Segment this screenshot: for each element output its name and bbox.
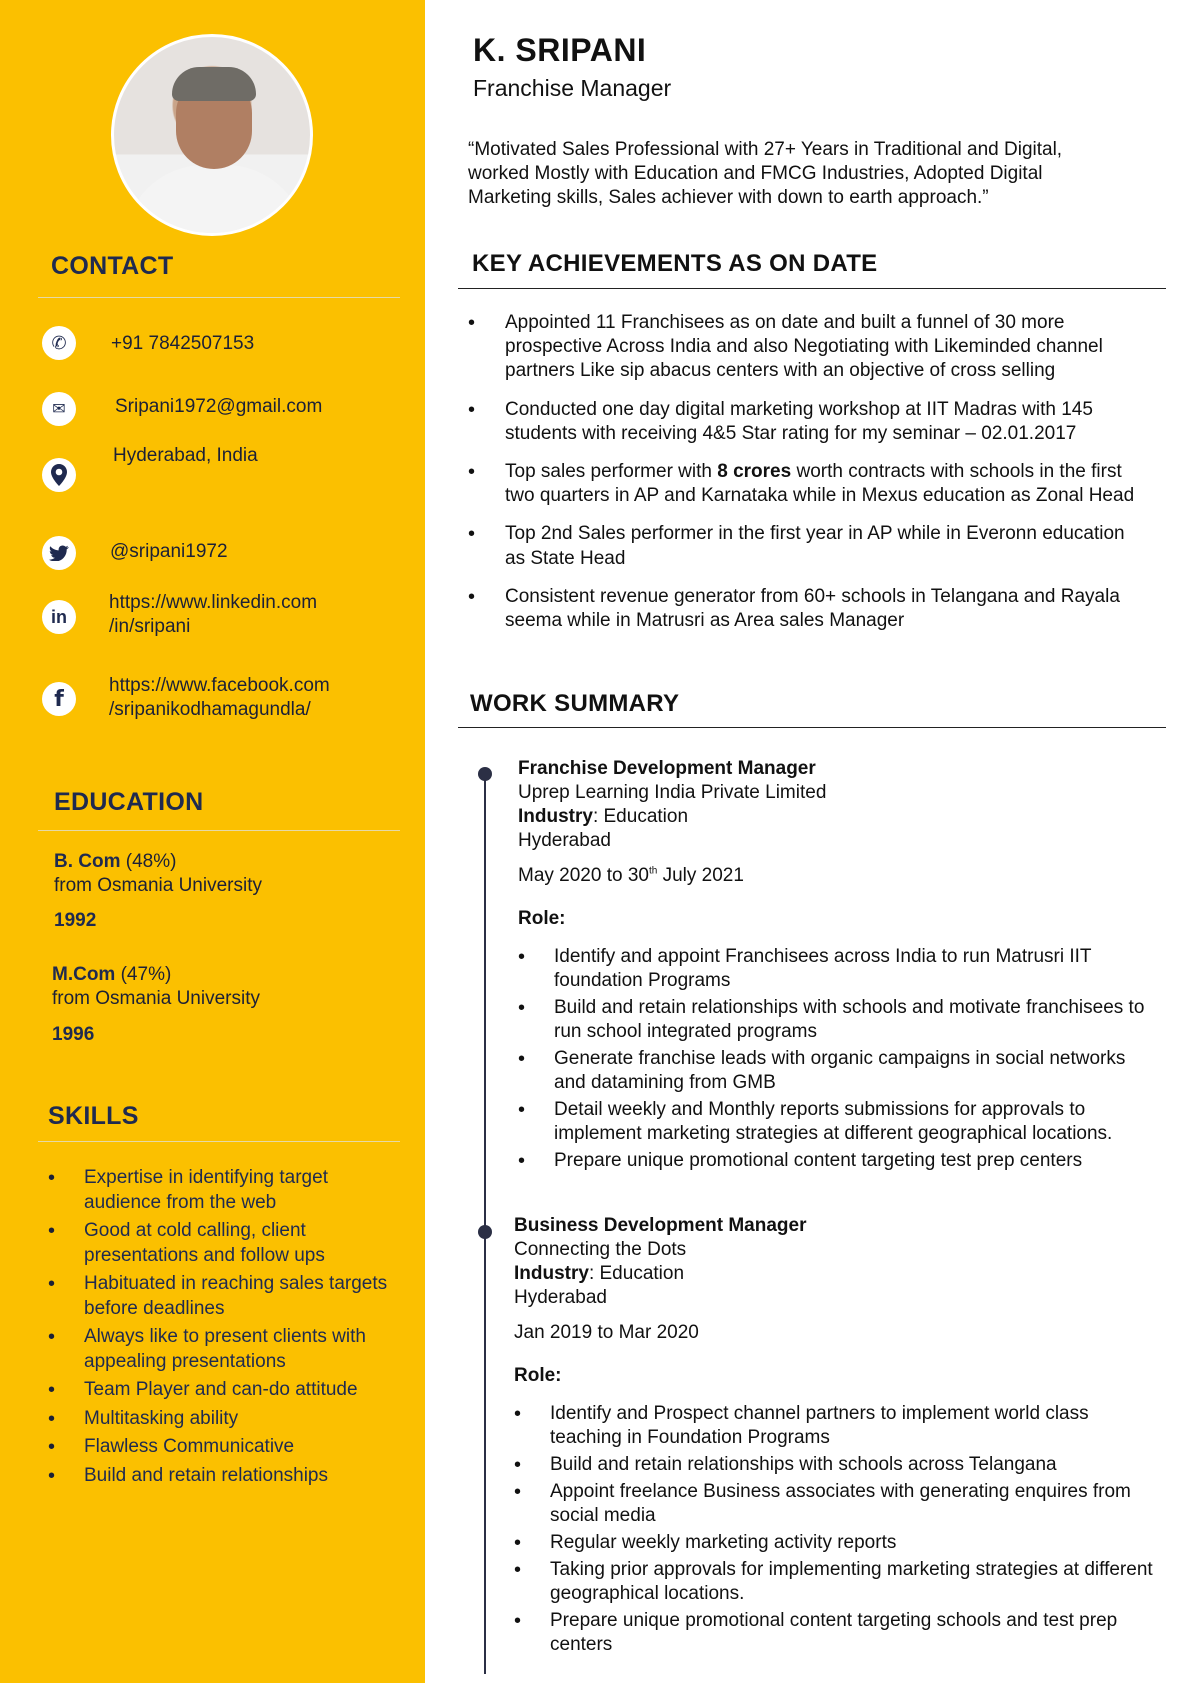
contact-twitter[interactable]: @sripani1972: [110, 541, 228, 562]
job-company: Connecting the Dots: [514, 1239, 687, 1260]
timeline-dot: [478, 767, 492, 781]
linkedin-icon: in: [42, 600, 76, 634]
education-year-2: 1996: [52, 1024, 95, 1045]
job-city: Hyderabad: [518, 830, 611, 851]
phone-icon: ✆: [42, 326, 76, 360]
job-entry-1: [518, 757, 1158, 1176]
job-duties: [514, 1402, 1154, 1657]
job-title: Franchise Development Manager: [518, 758, 816, 779]
twitter-icon: [42, 536, 76, 570]
duty-item: • Prepare unique promotional content targeting schools and test prep centers: [514, 1609, 1154, 1657]
job-dates: Jan 2019 to Mar 2020: [514, 1322, 699, 1343]
achievements-divider: [458, 288, 1166, 289]
achievement-item: • Appointed 11 Franchisees as on date and built a funnel of 30 more prospective Across India and also Negotiating with Likeminded channel partners Like sip abacus centers with an objective of cross selling: [468, 311, 1148, 384]
contact-phone[interactable]: +91 7842507153: [111, 333, 255, 354]
job-company: Uprep Learning India Private Limited: [518, 782, 827, 803]
skill-item: • Expertise in identifying target audience from the web: [48, 1166, 408, 1215]
skill-item: • Good at cold calling, client presentations and follow ups: [48, 1219, 408, 1268]
university: from Osmania University: [52, 988, 260, 1009]
work-summary-divider: [458, 727, 1166, 728]
university: from Osmania University: [54, 875, 262, 896]
job-duties: [518, 945, 1158, 1173]
education-divider: [38, 830, 400, 831]
degree: M.Com: [52, 964, 116, 985]
contact-linkedin[interactable]: [109, 591, 317, 639]
person-title: Franchise Manager: [473, 75, 672, 101]
degree: B. Com: [54, 851, 121, 872]
job-industry: Industry: Education: [514, 1263, 685, 1284]
job-role-label: Role:: [514, 1365, 562, 1386]
contact-facebook[interactable]: [109, 674, 330, 722]
duty-item: • Generate franchise leads with organic campaigns in social networks and datamining from GMB: [518, 1047, 1158, 1095]
contact-heading: CONTACT: [51, 252, 174, 280]
duty-item: • Build and retain relationships with schools across Telangana: [514, 1453, 1154, 1477]
skill-item: • Habituated in reaching sales targets before deadlines: [48, 1272, 408, 1321]
linkedin-url-line2: /in/sripani: [109, 616, 191, 637]
education-item-1: [54, 850, 262, 898]
profile-summary: “Motivated Sales Professional with 27+ Years in Traditional and Digital, worked Mostly with Education and FMCG Industries, Adopted Digital Marketing skills, Sales achiever with down to earth approach.”: [468, 139, 1063, 208]
facebook-url-line2: /sripanikodhamagundla/: [109, 699, 311, 720]
duty-item: • Taking prior approvals for implementing marketing strategies at different geographical locations.: [514, 1558, 1154, 1606]
skill-item: • Team Player and can-do attitude: [48, 1378, 408, 1403]
job-role-label: Role:: [518, 908, 566, 929]
duty-item: • Identify and Prospect channel partners to implement world class teaching in Foundation Programs: [514, 1402, 1154, 1450]
grade: (48%): [120, 851, 177, 872]
contact-location: Hyderabad, India: [113, 445, 258, 466]
profile-photo: [111, 34, 313, 236]
contact-email[interactable]: Sripani1972@gmail.com: [115, 396, 323, 417]
work-summary-heading: WORK SUMMARY: [470, 690, 680, 717]
achievements-list: [468, 311, 1148, 647]
contact-divider: [38, 297, 400, 298]
facebook-url-line1: https://www.facebook.com: [109, 675, 330, 696]
education-item-2: [52, 963, 260, 1011]
skills-heading: SKILLS: [48, 1102, 139, 1130]
linkedin-url-line1: https://www.linkedin.com: [109, 592, 318, 613]
duty-item: • Identify and appoint Franchisees across India to run Matrusri IIT foundation Programs: [518, 945, 1158, 993]
skills-list: [48, 1166, 408, 1492]
skill-item: • Build and retain relationships: [48, 1464, 408, 1489]
job-industry: Industry: Education: [518, 806, 689, 827]
duty-item: • Appoint freelance Business associates with generating enquires from social media: [514, 1480, 1154, 1528]
education-year-1: 1992: [54, 910, 97, 931]
duty-item: • Prepare unique promotional content targeting test prep centers: [518, 1149, 1158, 1173]
facebook-icon: f: [42, 682, 76, 716]
skill-item: • Flawless Communicative: [48, 1435, 408, 1460]
job-dates: May 2020 to 30th July 2021: [518, 865, 744, 886]
timeline-line: [484, 774, 486, 1674]
achievement-item: • Conducted one day digital marketing workshop at IIT Madras with 145 students with receiving 4&5 Star rating for my seminar – 02.01.2017: [468, 398, 1148, 446]
person-name: K. SRIPANI: [473, 32, 647, 68]
duty-item: • Build and retain relationships with schools and motivate franchisees to run school integrated programs: [518, 996, 1158, 1044]
skill-item: • Multitasking ability: [48, 1407, 408, 1432]
skills-divider: [38, 1141, 400, 1142]
duty-item: • Regular weekly marketing activity reports: [514, 1531, 1154, 1555]
job-entry-2: [514, 1214, 1154, 1660]
achievement-item: • Top 2nd Sales performer in the first year in AP while in Everonn education as State Head: [468, 522, 1148, 570]
job-city: Hyderabad: [514, 1287, 607, 1308]
grade: (47%): [115, 964, 172, 985]
location-pin-icon: [42, 458, 76, 492]
duty-item: • Detail weekly and Monthly reports submissions for approvals to implement marketing strategies at different geographical locations.: [518, 1098, 1158, 1146]
achievement-item: • Top sales performer with 8 crores worth contracts with schools in the first two quarters in AP and Karnataka while in Mexus education as Zonal Head: [468, 460, 1148, 508]
achievement-item: • Consistent revenue generator from 60+ schools in Telangana and Rayala seema while in Matrusri as Area sales Manager: [468, 585, 1148, 633]
email-icon: ✉: [42, 392, 76, 426]
education-heading: EDUCATION: [54, 788, 204, 816]
timeline-dot: [478, 1225, 492, 1239]
skill-item: • Always like to present clients with appealing presentations: [48, 1325, 408, 1374]
achievements-heading: KEY ACHIEVEMENTS AS ON DATE: [472, 250, 878, 277]
job-title: Business Development Manager: [514, 1215, 807, 1236]
